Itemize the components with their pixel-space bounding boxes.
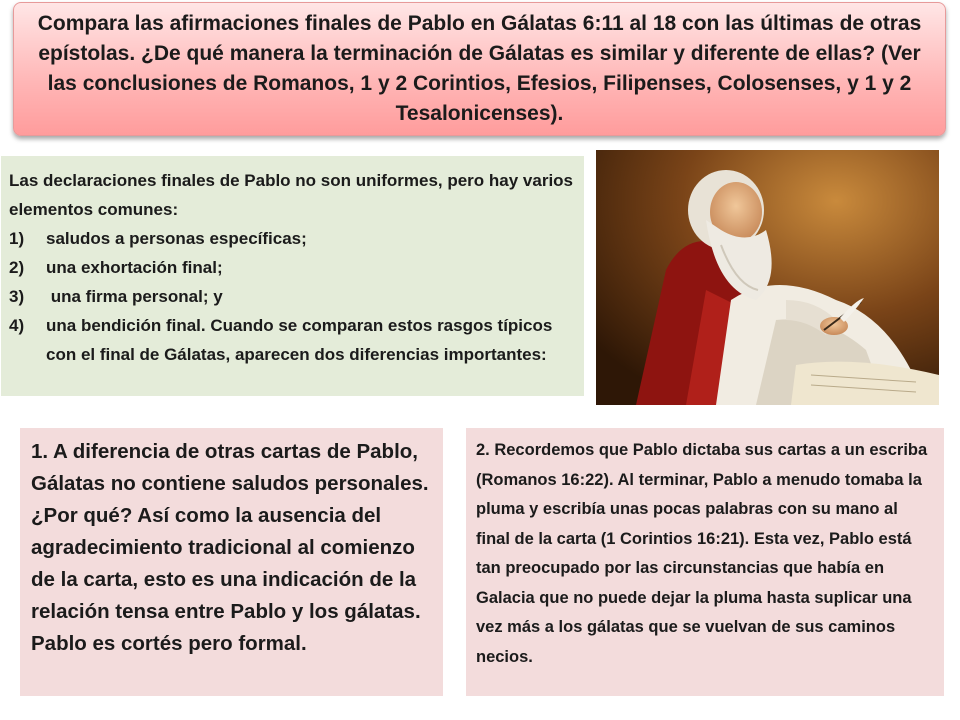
common-elements-list <box>9 224 576 369</box>
difference-two-text: 2. Recordemos que Pablo dictaba sus cartas a un escriba (Romanos 16:22). Al terminar, Pablo a menudo tomaba la pluma y escribía unas pocas palabras con su mano al final de la carta (1 Corintios 16:21). Esta vez, Pablo está tan preocupado por las circunstancias que había en Galacia que no puede dejar la pluma hasta suplicar una vez más a los gálatas que se vuelvan de sus caminos necios. <box>476 441 928 666</box>
list-number: 3) <box>9 287 25 306</box>
intro-lead: Las declaraciones finales de Pablo no son uniformes, pero hay varios elementos comunes: <box>9 171 574 219</box>
slide-title <box>13 2 946 136</box>
list-item <box>9 253 576 282</box>
list-item <box>9 311 576 369</box>
list-item-text: una exhortación final; <box>46 258 223 277</box>
list-item <box>9 282 576 311</box>
list-item-text: una bendición final. Cuando se comparan estos rasgos típicos con el final de Gálatas, aparecen dos diferencias importantes: <box>46 316 553 364</box>
list-number: 4) <box>9 316 25 335</box>
list-item-text: saludos a personas específicas; <box>46 229 307 248</box>
apostle-portrait <box>596 150 939 405</box>
slide-title-text: Compara las afirmaciones finales de Pablo en Gálatas 6:11 al 18 con las últimas de otras epístolas. ¿De qué manera la terminación de Gálatas es similar y diferente de ellas? (Ver las conclusiones de Romanos, 1 y 2 Corintios, Efesios, Filipenses, Colosenses, y 1 y 2 Tesalonicenses). <box>37 12 922 125</box>
difference-one-box <box>20 428 443 696</box>
list-number: 2) <box>9 258 25 277</box>
list-number: 1) <box>9 229 25 248</box>
difference-two-box <box>466 428 944 696</box>
list-item-text: una firma personal; y <box>46 287 223 306</box>
apostle-writing-icon <box>596 150 939 405</box>
difference-one-text: 1. A diferencia de otras cartas de Pablo, Gálatas no contiene saludos personales. ¿Por qué? Así como la ausencia del agradecimiento tradicional al comienzo de la carta, esto es una indicación de la relación tensa entre Pablo y los gálatas. Pablo es cortés pero formal. <box>31 440 429 655</box>
list-item <box>9 224 576 253</box>
intro-box <box>1 156 584 396</box>
